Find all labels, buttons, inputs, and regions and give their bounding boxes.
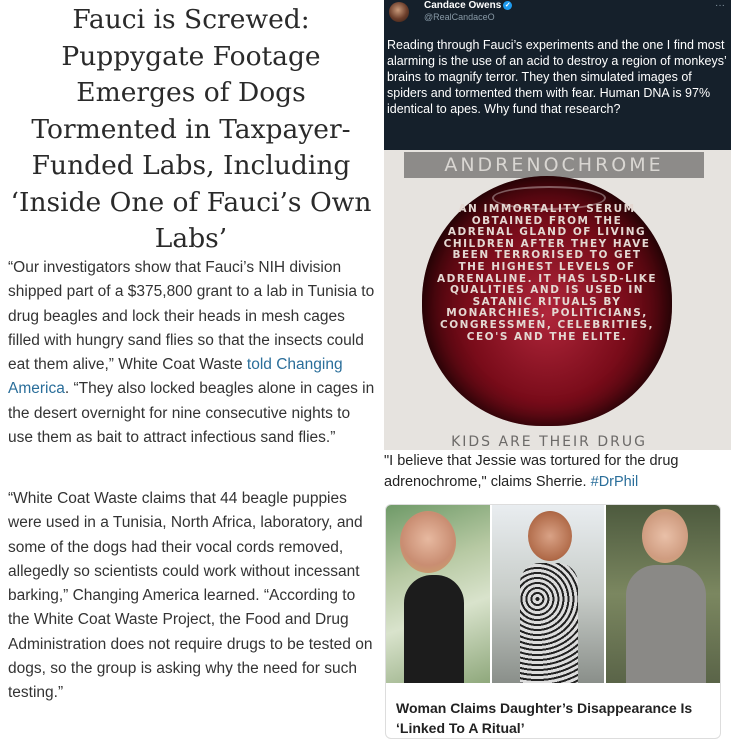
photo-2 [492, 505, 604, 683]
adrenochrome-poster [384, 150, 731, 450]
article-paragraph-1 [8, 256, 378, 450]
card-title[interactable]: Woman Claims Daughter’s Disappearance Is ‘Linked To A Ritual’ [396, 700, 693, 736]
paragraph-1-text-a: “Our investigators show that Fauci’s NIH division shipped part of a $375,800 grant to a lab in Tunisia to drug beagles and lock their heads in mesh cages filled with hungry sand flies so that the insects could eat them alive,” White Coat Waste [8, 259, 375, 374]
told-changing-america-link[interactable]: told Changing America [8, 356, 343, 398]
person-1-body [404, 575, 464, 683]
poster-title: ANDRENOCHROME [404, 152, 704, 178]
photo-1 [386, 505, 490, 683]
tweet-author-name[interactable] [424, 0, 512, 11]
verified-badge-icon: ✓ [504, 1, 511, 9]
dr-phil-hashtag-link[interactable]: #DrPhil [590, 474, 639, 490]
avatar[interactable] [389, 2, 409, 22]
tweet-author-handle[interactable]: @RealCandaceO [424, 12, 495, 22]
article-headline: Fauci is Screwed: Puppygate Footage Emerges of Dogs Tormented in Taxpayer-Funded Labs, Including ‘Inside One of Fauci’s Own Labs’ [10, 4, 372, 254]
person-2-body [520, 563, 578, 683]
person-1-head [400, 511, 456, 573]
tweet-text: Reading through Fauci’s experiments and the one I find most alarming is the use of an acid to destroy a region of monkeys’ brains to magnify terror. They then simulated images of spiders and tormented them with fear. Human DNA is 97% identical to apes. Why fund that research? [387, 38, 727, 116]
person-3-head [642, 509, 688, 563]
tweet-card [384, 0, 731, 150]
person-2-head [528, 511, 572, 561]
photo-3 [606, 505, 720, 683]
author-name-text: Candace Owens [424, 0, 502, 11]
claim-text: "I believe that Jessie was tortured for the drug adrenochrome," claims Sherrie. [384, 453, 679, 490]
article-paragraph-2: “White Coat Waste claims that 44 beagle puppies were used in a Tunisia, North Africa, laboratory, and some of the dogs had their vocal cords removed, allegedly so scientists could work without incessant barking,” Changing America learned. “According to the White Coat Waste Project, the Food and Drug Administration does not require drugs to be tested on dogs, so the group is asking why the need for such testing.” [8, 490, 373, 702]
person-3-body [626, 565, 706, 683]
poster-body-text: AN IMMORTALITY SERUM OBTAINED FROM THE ADRENAL GLAND OF LIVING CHILDREN AFTER THEY HAVE BEEN TERRORISED TO GET THE HIGHEST LEVELS OF ADRENALINE. IT HAS LSD-LIKE QUALITIES AND IS USED IN SATANIC RITUALS BY MONARCHIES, POLITICIANS, CONGRESSMEN, CELEBRITIES, CEO'S AND THE ELITE. [437, 203, 657, 343]
more-options-icon[interactable]: ··· [715, 0, 725, 11]
poster-footer: KIDS ARE THEIR DRUG [451, 434, 647, 450]
news-card[interactable] [385, 504, 721, 739]
claim-caption [384, 451, 731, 493]
paragraph-1-text-b: . “They also locked beagles alone in cages in the desert overnight for nine consecutive nights to use them as bait to attract infectious sand flies.” [8, 380, 375, 447]
